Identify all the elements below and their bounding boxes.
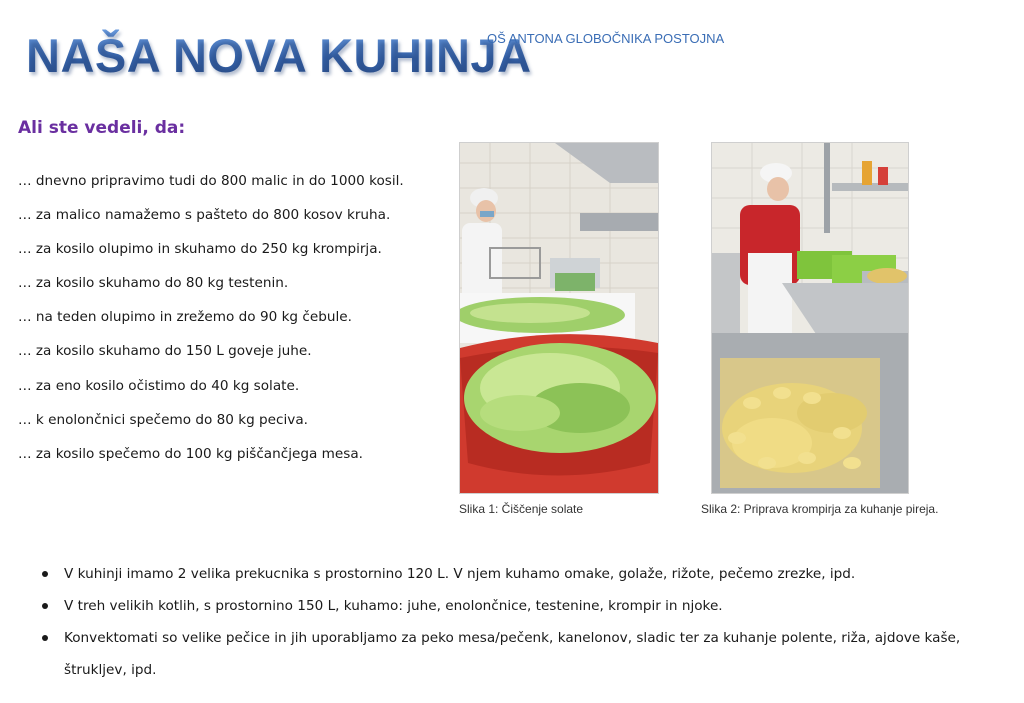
fact-item: … za kosilo spečemo do 100 kg piščančjega mesa. <box>18 445 363 462</box>
salad-photo-image <box>460 143 658 493</box>
figure-caption: Slika 2: Priprava krompirja za kuhanje pireja. <box>701 502 939 516</box>
bullet-item: V kuhinji imamo 2 velika prekucnika s prostornino 120 L. V njem kuhamo omake, golaže, rižote, pečemo zrezke, ipd. <box>40 558 1010 590</box>
fact-item: … dnevno pripravimo tudi do 800 malic in do 1000 kosil. <box>18 173 404 189</box>
fact-item: … za eno kosilo očistimo do 40 kg solate. <box>18 377 300 394</box>
photo-salad-cleaning <box>459 142 659 494</box>
page-title: NAŠA NOVA KUHINJA <box>26 29 532 82</box>
section-heading: Ali ste vedeli, da: <box>18 118 186 138</box>
photo-potato-prep <box>711 142 909 494</box>
bullet-list <box>40 558 1010 686</box>
figure-caption: Slika 1: Čiščenje solate <box>459 502 584 516</box>
fact-item: … za kosilo olupimo in skuhamo do 250 kg krompirja. <box>18 241 382 258</box>
fact-item: … za kosilo skuhamo do 80 kg testenin. <box>18 275 289 292</box>
facts-list <box>18 164 404 471</box>
bullet-item: V treh velikih kotlih, s prostornino 150 L, kuhamo: juhe, enolončnice, testenine, krompir in njoke. <box>40 590 1010 622</box>
fact-item: … k enolončnici spečemo do 80 kg peciva. <box>18 411 308 428</box>
potato-photo-image <box>712 143 908 493</box>
fact-item: … za kosilo skuhamo do 150 L goveje juhe. <box>18 343 312 360</box>
bullet-item: Konvektomati so velike pečice in jih uporabljamo za peko mesa/pečenk, kanelonov, sladic ter za kuhanje polente, riža, ajdove kaše, štrukljev, ipd. <box>40 622 1010 686</box>
school-name: OŠ ANTONA GLOBOČNIKA POSTOJNA <box>487 31 725 46</box>
fact-item: … za malico namažemo s pašteto do 800 kosov kruha. <box>18 207 391 224</box>
fact-item: … na teden olupimo in zrežemo do 90 kg čebule. <box>18 309 352 326</box>
